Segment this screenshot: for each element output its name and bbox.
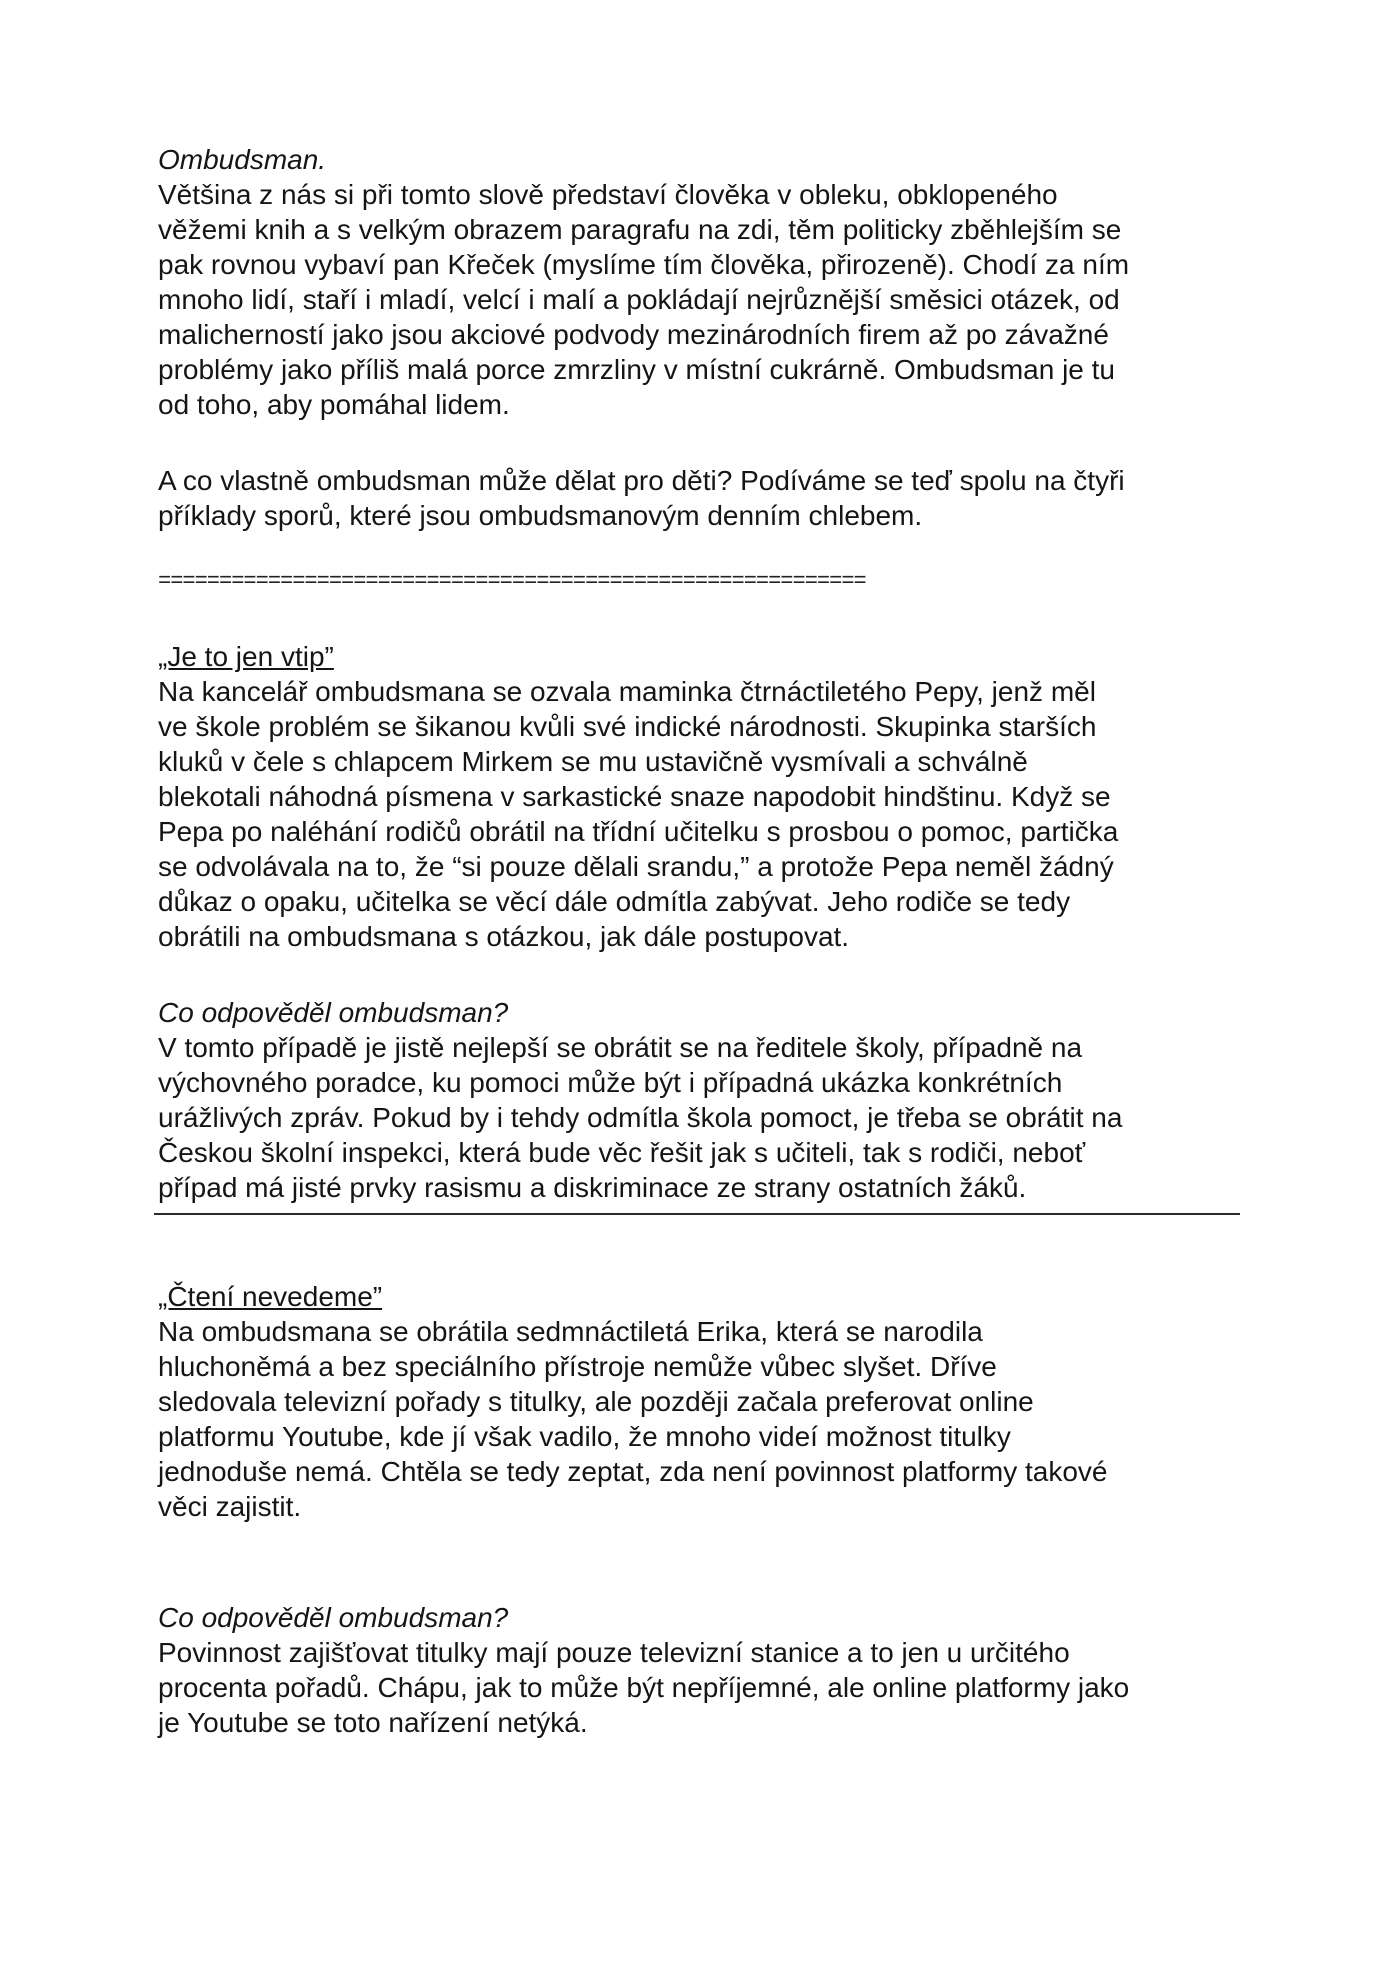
answer-line: V tomto případě je jistě nejlepší se obrátit se na ředitele školy, případně na xyxy=(158,1032,1083,1063)
intro-line: Většina z nás si při tomto slově představí člověka v obleku, obklopeného xyxy=(158,179,1058,210)
story-line: se odvolávala na to, že “si pouze dělali srandu,” a protože Pepa neměl žádný xyxy=(158,851,1114,882)
answer-line: případ má jisté prvky rasismu a diskriminace ze strany ostatních žáků. xyxy=(158,1172,1027,1203)
answer-line: Povinnost zajišťovat titulky mají pouze televizní stanice a to jen u určitého xyxy=(158,1637,1070,1668)
answer-line: Českou školní inspekci, která bude věc řešit jak s učiteli, tak s rodiči, neboť xyxy=(158,1137,1086,1168)
intro-title: Ombudsman. xyxy=(158,144,327,175)
equals-separator xyxy=(158,575,1188,589)
case1-answer-heading: Co odpověděl ombudsman? xyxy=(158,997,509,1028)
story-line: sledovala televizní pořady s titulky, ale později začala preferovat online xyxy=(158,1386,1034,1417)
story-line: platformu Youtube, kde jí však vadilo, že mnoho videí možnost titulky xyxy=(158,1421,1011,1452)
answer-line: je Youtube se toto nařízení netýká. xyxy=(158,1707,588,1738)
story-line: věci zajistit. xyxy=(158,1491,302,1522)
case1-title: „Je to jen vtip” xyxy=(158,641,334,672)
story-line: důkaz o opaku, učitelka se věcí dále odmítla zabývat. Jeho rodiče se tedy xyxy=(158,886,1071,917)
question-line: A co vlastně ombudsman může dělat pro děti? Podíváme se teď spolu na čtyři xyxy=(158,465,1125,496)
intro-line: malicherností jako jsou akciové podvody mezinárodních firem až po závažné xyxy=(158,319,1109,350)
intro-line: problémy jako příliš malá porce zmrzliny v místní cukrárně. Ombudsman je tu xyxy=(158,354,1115,385)
case1-story xyxy=(158,674,1238,954)
story-line: Pepa po naléhání rodičů obrátil na třídní učitelku s prosbou o pomoc, partička xyxy=(158,816,1119,847)
story-line: hluchoněmá a bez speciálního přístroje nemůže vůbec slyšet. Dříve xyxy=(158,1351,997,1382)
story-line: ve škole problém se šikanou kvůli své indické národnosti. Skupinka starších xyxy=(158,711,1097,742)
case2-answer-heading: Co odpověděl ombudsman? xyxy=(158,1602,509,1633)
answer-line: výchovného poradce, ku pomoci může být i případná ukázka konkrétních xyxy=(158,1067,1063,1098)
equals-separator-text: ========================================================== xyxy=(158,575,866,589)
horizontal-rule xyxy=(154,1213,1240,1215)
intro-line: od toho, aby pomáhal lidem. xyxy=(158,389,510,420)
case2-story xyxy=(158,1314,1238,1524)
answer-line: procenta pořadů. Chápu, jak to může být nepříjemné, ale online platformy jako xyxy=(158,1672,1130,1703)
case1-answer xyxy=(158,1030,1238,1205)
intro-question xyxy=(158,463,1238,533)
question-line: příklady sporů, které jsou ombudsmanovým denním chlebem. xyxy=(158,500,923,531)
story-line: Na kancelář ombudsmana se ozvala maminka čtrnáctiletého Pepy, jenž měl xyxy=(158,676,1096,707)
case2-answer xyxy=(158,1635,1238,1740)
intro-paragraph xyxy=(158,177,1238,422)
story-line: obrátili na ombudsmana s otázkou, jak dále postupovat. xyxy=(158,921,850,952)
intro-line: věžemi knih a s velkým obrazem paragrafu na zdi, těm politicky zběhlejším se xyxy=(158,214,1122,245)
story-line: kluků v čele s chlapcem Mirkem se mu ustavičně vysmívali a schválně xyxy=(158,746,1028,777)
answer-line: urážlivých zpráv. Pokud by i tehdy odmítla škola pomoct, je třeba se obrátit na xyxy=(158,1102,1123,1133)
intro-line: pak rovnou vybaví pan Křeček (myslíme tím člověka, přirozeně). Chodí za ním xyxy=(158,249,1130,280)
story-line: blekotali náhodná písmena v sarkastické snaze napodobit hindštinu. Když se xyxy=(158,781,1111,812)
story-line: jednoduše nemá. Chtěla se tedy zeptat, zda není povinnost platformy takové xyxy=(158,1456,1108,1487)
story-line: Na ombudsmana se obrátila sedmnáctiletá Erika, která se narodila xyxy=(158,1316,983,1347)
case2-title: „Čtení nevedeme” xyxy=(158,1281,383,1312)
intro-line: mnoho lidí, staří i mladí, velcí i malí a pokládají nejrůznější směsici otázek, od xyxy=(158,284,1120,315)
